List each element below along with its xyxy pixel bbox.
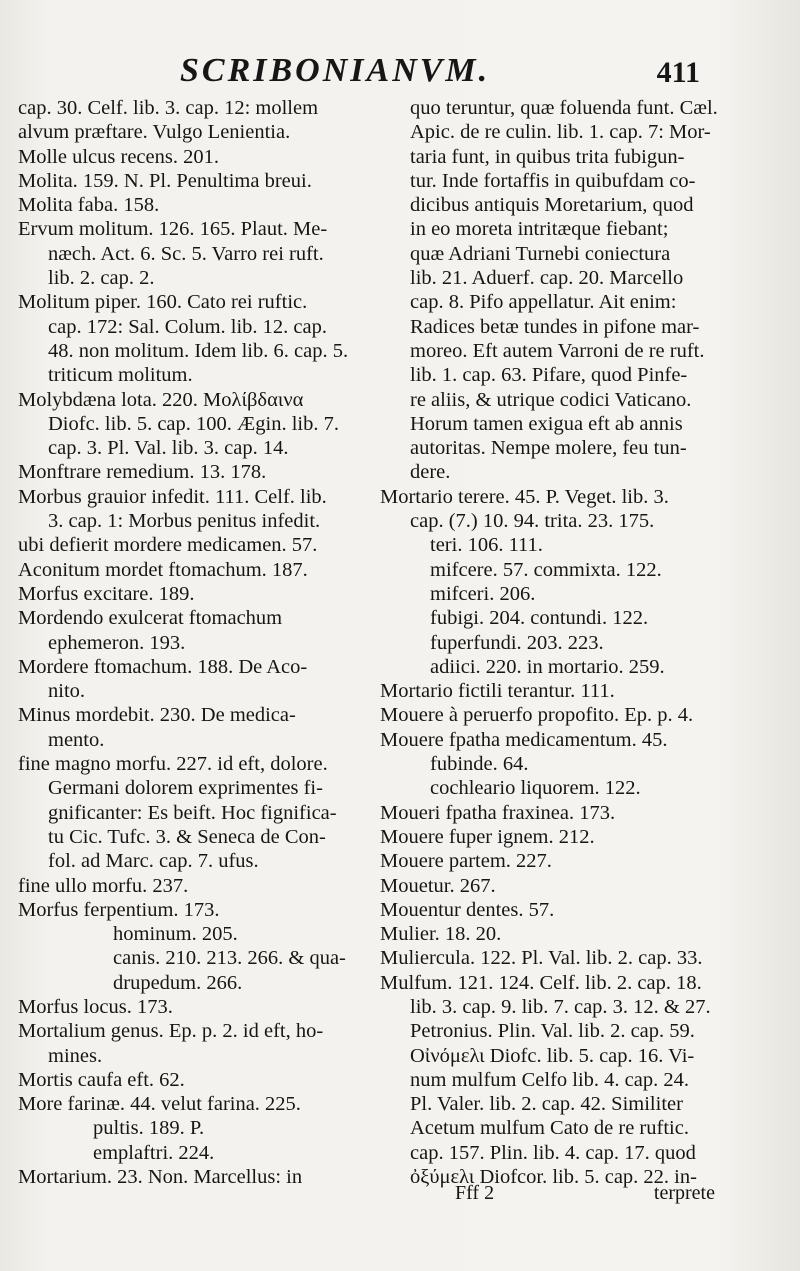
index-entry: Horum tamen exigua eft ab annis [410, 412, 683, 435]
index-entry: lib. 3. cap. 9. lib. 7. cap. 3. 12. & 27. [410, 995, 711, 1018]
index-entry: dicibus antiquis Moretarium, quod [410, 194, 694, 217]
index-entry: cap. (7.) 10. 94. trita. 23. 175. [410, 510, 655, 533]
index-entry: hominum. 205. [113, 923, 238, 946]
index-entry: Diofc. lib. 5. cap. 100. Ægin. lib. 7. [48, 412, 339, 435]
index-entry: Molita. 159. N. Pl. Penultima breui. [18, 169, 312, 192]
index-entry: Ervum molitum. 126. 165. Plaut. Me- [18, 218, 328, 241]
index-entry: canis. 210. 213. 266. & qua- [113, 947, 346, 970]
index-entry: mines. [48, 1044, 103, 1067]
index-entry: cap. 172: Sal. Colum. lib. 12. cap. [48, 315, 327, 338]
page-number: 411 [656, 56, 700, 89]
index-entry: Minus mordebit. 230. De medica- [18, 704, 296, 727]
index-entry: Mortarium. 23. Non. Marcellus: in [18, 1166, 303, 1189]
index-entry: emplaftri. 224. [93, 1141, 215, 1164]
index-entry: Mordendo exulcerat ftomachum [18, 607, 283, 630]
index-entry: teri. 106. 111. [430, 534, 543, 557]
signature-mark: Fff 2 [455, 1182, 495, 1204]
index-entry: fubigi. 204. contundi. 122. [430, 607, 649, 630]
index-entry: More farinæ. 44. velut farina. 225. [18, 1093, 301, 1116]
index-entry: cap. 157. Plin. lib. 4. cap. 17. quod [410, 1141, 696, 1164]
index-entry: fine ullo morfu. 237. [18, 874, 189, 897]
index-entry: Monftrare remedium. 13. 178. [18, 461, 267, 484]
index-entry: nito. [48, 680, 86, 703]
index-entry: næch. Act. 6. Sc. 5. Varro rei ruft. [48, 242, 324, 265]
index-entry: Mordere ftomachum. 188. De Aco- [18, 655, 308, 678]
index-entry: Mouere à peruerfo propofito. Ep. p. 4. [380, 704, 694, 727]
index-entry: autoritas. Nempe molere, feu tun- [410, 437, 687, 460]
index-entry: in eo moreta intritæque fiebant; [410, 218, 669, 241]
index-entry: cap. 8. Pifo appellatur. Ait enim: [410, 291, 677, 314]
index-entry: cap. 30. Celf. lib. 3. cap. 12: mollem [18, 97, 319, 119]
index-entry: mifcere. 57. commixta. 122. [430, 558, 662, 581]
index-entry: Molita faba. 158. [18, 194, 160, 217]
index-entry: Mouetur. 267. [380, 874, 496, 897]
index-entry: Οἰνόμελι Diofc. lib. 5. cap. 16. Vi- [410, 1044, 695, 1067]
index-entry: Morfus ferpentium. 173. [18, 898, 220, 921]
index-entry: drupedum. 266. [113, 971, 243, 994]
index-entry: alvum præftare. Vulgo Lenientia. [18, 121, 291, 144]
index-entry: Petronius. Plin. Val. lib. 2. cap. 59. [410, 1020, 695, 1043]
index-entry: Mortalium genus. Ep. p. 2. id eft, ho- [18, 1020, 324, 1043]
index-entry: quæ Adriani Turnebi coniectura [410, 242, 671, 265]
index-entry: triticum molitum. [48, 364, 193, 387]
index-entry: Mouere fpatha medicamentum. 45. [380, 728, 668, 751]
index-entry: Morbus grauior infedit. 111. Celf. lib. [18, 485, 327, 508]
index-entry: Muliercula. 122. Pl. Val. lib. 2. cap. 33. [380, 947, 703, 970]
index-entry: fine magno morfu. 227. id eft, dolore. [18, 753, 328, 776]
index-entry: Mortis caufa eft. 62. [18, 1068, 185, 1091]
index-entry: Morfus locus. 173. [18, 995, 173, 1018]
index-entry: ephemeron. 193. [48, 631, 186, 654]
page-header [180, 52, 700, 102]
index-entry: Mulfum. 121. 124. Celf. lib. 2. cap. 18. [380, 971, 702, 994]
index-entry: Molle ulcus recens. 201. [18, 145, 219, 168]
index-entry: lib. 1. cap. 63. Pifare, quod Pinfe- [410, 364, 688, 387]
index-entry: ὀξύμελι Diofcor. lib. 5. cap. 22. in- [410, 1166, 697, 1189]
index-entry: dere. [410, 461, 451, 484]
index-entry: pultis. 189. P. [93, 1117, 205, 1140]
index-entry: Mouere fuper ignem. 212. [380, 825, 595, 848]
index-entry: Morfus excitare. 189. [18, 582, 195, 605]
index-entry: mento. [48, 728, 105, 751]
index-entry: taria funt, in quibus trita fubigun- [410, 145, 685, 168]
index-entry: fuperfundi. 203. 223. [430, 631, 604, 654]
index-entry: 48. non molitum. Idem lib. 6. cap. 5. [48, 339, 349, 362]
index-entry: Radices betæ tundes in pifone mar- [410, 315, 700, 338]
index-entry: fubinde. 64. [430, 753, 529, 776]
index-entry: quo teruntur, quæ foluenda funt. Cæl. [410, 97, 718, 119]
page-footer [455, 1182, 715, 1212]
index-column-left [18, 96, 368, 1189]
index-entry: fol. ad Marc. cap. 7. ufus. [48, 850, 259, 873]
index-entry: Mortario terere. 45. P. Veget. lib. 3. [380, 485, 669, 508]
index-entry: num mulfum Celfo lib. 4. cap. 24. [410, 1068, 689, 1091]
index-entry: Germani dolorem exprimentes fi- [48, 777, 323, 800]
index-entry: Molybdæna lota. 220. Μολίβδαινα [18, 388, 304, 411]
index-entry: lib. 21. Aduerf. cap. 20. Marcello [410, 267, 684, 290]
index-entry: Mouere partem. 227. [380, 850, 552, 873]
index-entry: Aconitum mordet ftomachum. 187. [18, 558, 308, 581]
index-entry: Mulier. 18. 20. [380, 923, 502, 946]
index-entry: re aliis, & utrique codici Vaticano. [410, 388, 692, 411]
index-entry: Mortario fictili terantur. 111. [380, 680, 615, 703]
index-entry: Mouentur dentes. 57. [380, 898, 555, 921]
index-entry: cap. 3. Pl. Val. lib. 3. cap. 14. [48, 437, 289, 460]
index-entry: lib. 2. cap. 2. [48, 267, 155, 290]
catchword: terprete [653, 1182, 715, 1204]
index-entry: mifceri. 206. [430, 582, 536, 605]
running-title: SCRIBONIANVM. [180, 52, 491, 89]
index-entry: adiici. 220. in mortario. 259. [430, 655, 665, 678]
index-column-right [380, 96, 780, 1189]
index-entry: Moueri fpatha fraxinea. 173. [380, 801, 616, 824]
index-entry: gnificanter: Es beift. Hoc fignifica- [48, 801, 337, 824]
index-entry: tur. Inde fortaffis in quibufdam co- [410, 169, 696, 192]
index-entry: Apic. de re culin. lib. 1. cap. 7: Mor- [410, 121, 711, 144]
index-entry: 3. cap. 1: Morbus penitus infedit. [48, 510, 321, 533]
index-entry: cochleario liquorem. 122. [430, 777, 641, 800]
index-entry: tu Cic. Tufc. 3. & Seneca de Con- [48, 825, 326, 848]
index-entry: moreo. Eft autem Varroni de re ruft. [410, 339, 705, 362]
index-entry: ubi defierit mordere medicamen. 57. [18, 534, 318, 557]
index-entry: Acetum mulfum Cato de re ruftic. [410, 1117, 689, 1140]
index-entry: Pl. Valer. lib. 2. cap. 42. Similiter [410, 1093, 683, 1116]
index-entry: Molitum piper. 160. Cato rei ruftic. [18, 291, 308, 314]
